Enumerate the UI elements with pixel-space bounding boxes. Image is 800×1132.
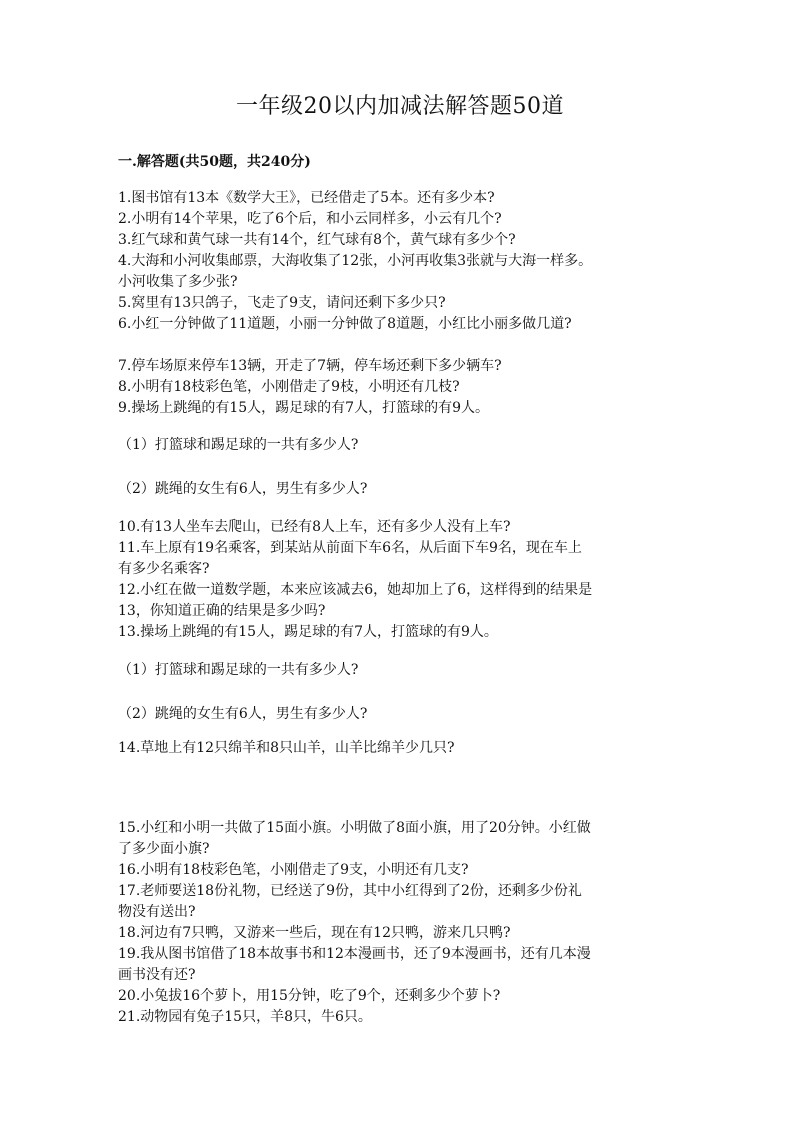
question-line: 2.小明有14个苹果，吃了6个后，和小云同样多，小云有几个?: [118, 211, 502, 227]
question-line: 10.有13人坐车去爬山，已经有8人上车，还有多少人没有上车?: [118, 519, 511, 535]
question-line: 13.操场上跳绳的有15人，踢足球的有7人，打篮球的有9人。: [118, 624, 498, 640]
question-line: 11.车上原有19名乘客，到某站从前面下车6名，从后面下车9名，现在车上: [118, 540, 582, 556]
question-line: 21.动物园有兔子15只，羊8只，牛6只。: [118, 1009, 372, 1025]
question-line: 了多少面小旗?: [118, 841, 210, 857]
question-line: 12.小红在做一道数学题，本来应该减去6，她却加上了6，这样得到的结果是: [118, 582, 593, 598]
question-line: 小河收集了多少张?: [118, 274, 238, 290]
question-line: 5.窝里有13只鸽子，飞走了9支，请问还剩下多少只?: [118, 295, 446, 311]
question-line: 9.操场上跳绳的有15人，踢足球的有7人，打篮球的有9人。: [118, 400, 489, 416]
question-line: 14.草地上有12只绵羊和8只山羊，山羊比绵羊少几只?: [118, 740, 455, 756]
question-line: 7.停车场原来停车13辆，开走了7辆，停车场还剩下多少辆车?: [118, 358, 502, 374]
question-line: 16.小明有18枝彩色笔，小刚借走了9支，小明还有几支?: [118, 862, 469, 878]
question-line: 4.大海和小河收集邮票，大海收集了12张，小河再收集3张就与大海一样多。: [118, 253, 593, 269]
question-line: 6.小红一分钟做了11道题，小丽一分钟做了8道题，小红比小丽多做几道?: [118, 316, 572, 332]
sub-question-line: （1）打篮球和踢足球的一共有多少人?: [118, 662, 359, 678]
question-line: 有多少名乘客?: [118, 561, 210, 577]
question-line: 3.红气球和黄气球一共有14个，红气球有8个，黄气球有多少个?: [118, 232, 516, 248]
question-line: 19.我从图书馆借了18本故事书和12本漫画书，还了9本漫画书，还有几本漫: [118, 946, 591, 962]
question-line: 物没有送出?: [118, 904, 196, 920]
question-line: 1.图书馆有13本《数学大王》，已经借走了5本。还有多少本?: [118, 190, 495, 206]
question-line: 8.小明有18枝彩色笔，小刚借走了9枝，小明还有几枝?: [118, 379, 460, 395]
question-line: 画书没有还?: [118, 967, 196, 983]
section-heading: 一.解答题(共50题，共240分): [118, 154, 311, 170]
question-line: 13，你知道正确的结果是多少吗?: [118, 603, 326, 619]
sub-question-line: （2）跳绳的女生有6人，男生有多少人?: [118, 481, 368, 497]
question-line: 17.老师要送18份礼物，已经送了9份，其中小红得到了2份，还剩多少份礼: [118, 883, 582, 899]
sub-question-line: （2）跳绳的女生有6人，男生有多少人?: [118, 706, 368, 722]
question-line: 15.小红和小明一共做了15面小旗。小明做了8面小旗，用了20分钟。小红做: [118, 820, 591, 836]
sub-question-line: （1）打篮球和踢足球的一共有多少人?: [118, 437, 359, 453]
page-title: 一年级20以内加减法解答题50道: [236, 94, 564, 119]
question-line: 18.河边有7只鸭，又游来一些后，现在有12只鸭，游来几只鸭?: [118, 925, 511, 941]
question-line: 20.小兔拔16个萝卜，用15分钟，吃了9个，还剩多少个萝卜?: [118, 988, 501, 1004]
